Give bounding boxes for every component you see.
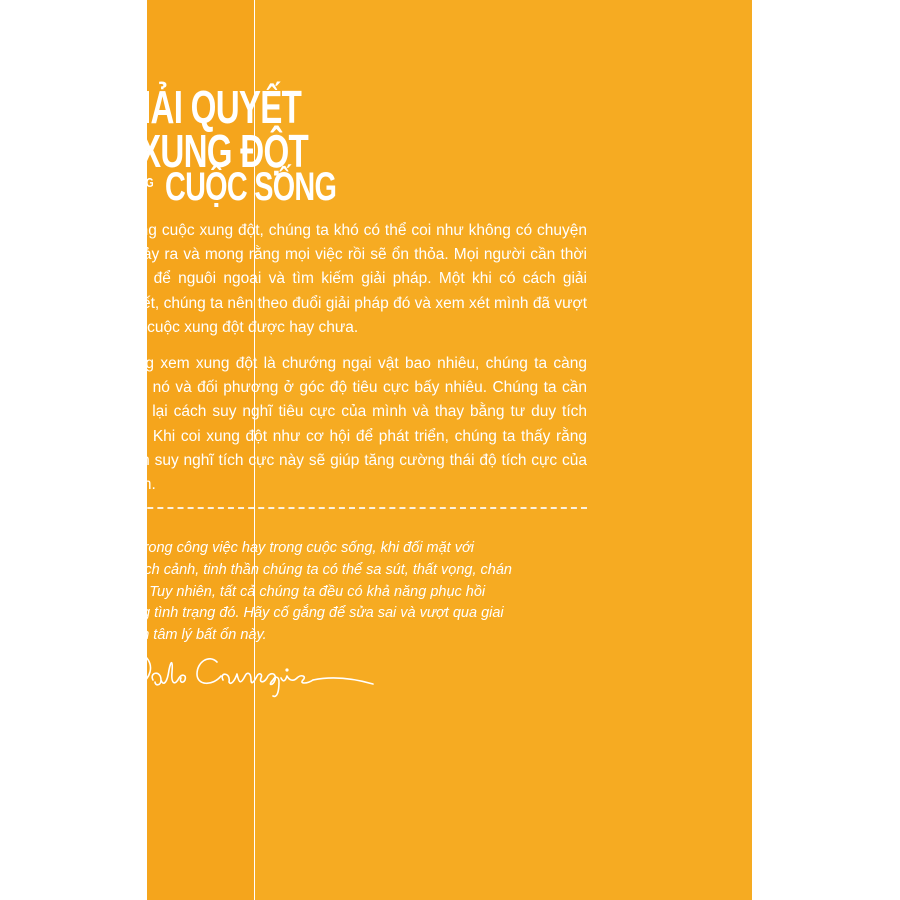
dashed-divider — [117, 507, 587, 509]
title-line-3-prefix: TRONG — [117, 175, 154, 190]
title-line-3: CUỘC SỐNG — [165, 165, 337, 209]
author-quote: Dù trong công việc hay trong cuộc sống, khi đối mặt với nghịch cảnh, tinh thần chúng ta có thể sa sút, thất vọng, chán nản. Tuy nhiên, tất cả chúng ta đều có khả năng phục hồi trong tình trạng đó. Hãy cố gắng để sửa sai và vượt qua giai đoạn tâm lý bất ổn này. — [117, 540, 512, 644]
title-line-2: XUNG ĐỘT — [139, 125, 309, 177]
signature-icon — [117, 640, 387, 700]
title-line-1: GIẢI QUYẾT — [117, 81, 302, 133]
book-title — [117, 80, 337, 215]
body-paragraph-1: Trong cuộc xung đột, chúng ta khó có thể coi như không có chuyện gì xảy ra và mong rằng mọi việc rồi sẽ ổn thỏa. Mọi người cần thời gian để nguôi ngoai và tìm kiếm giải pháp. Một khi có cách giải quyết, chúng ta nên theo đuổi giải pháp đó và xem xét mình đã vượt qua cuộc xung đột được hay chưa. — [117, 222, 587, 336]
body-paragraph-2: Càng xem xung đột là chướng ngại vật bao nhiêu, chúng ta càng nhìn nó và đối phương ở góc độ tiêu cực bấy nhiêu. Chúng ta cần xem lại cách suy nghĩ tiêu cực của mình và thay bằng tư duy tích cực. Khi coi xung đột như cơ hội để phát triển, chúng ta thấy rằng cách suy nghĩ tích cực này sẽ giúp tăng cường thái độ tích cực của mình. — [117, 355, 587, 494]
